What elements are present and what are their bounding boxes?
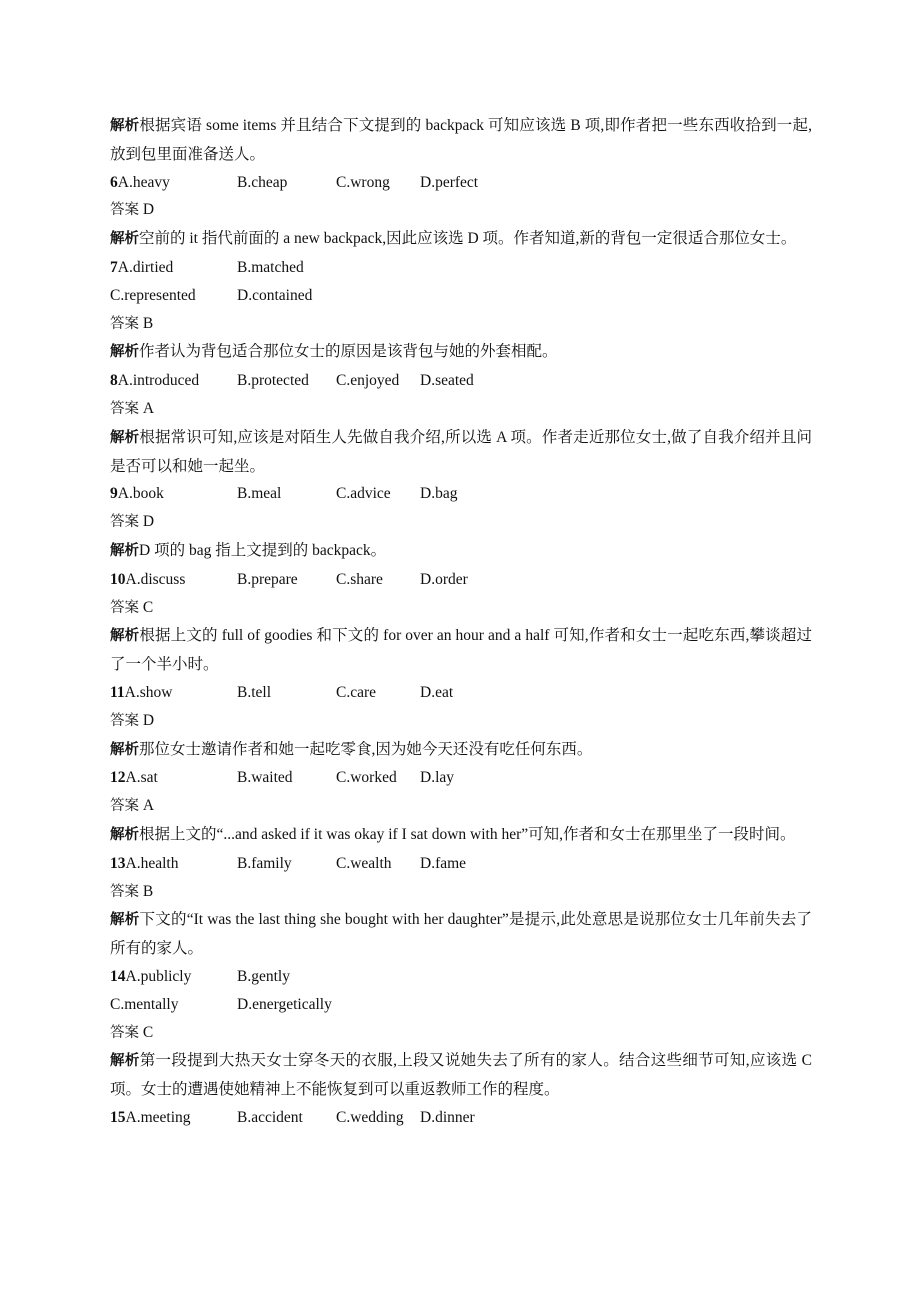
answer-line bbox=[110, 594, 812, 623]
answer-label: 答案 bbox=[110, 599, 139, 616]
explanation-text: 根据上文的 full of goodies 和下文的 for over an hour and a half 可知,作者和女士一起吃东西,攀谈超过了一个半小时。 bbox=[110, 627, 813, 674]
option-d: D.perfect bbox=[420, 173, 479, 191]
explanation bbox=[110, 338, 812, 367]
option-text: A.introduced bbox=[117, 372, 200, 390]
question-number: 10 bbox=[110, 570, 126, 588]
answer-label: 答案 bbox=[110, 202, 139, 219]
option-c: C.wrong bbox=[336, 173, 390, 191]
options-row bbox=[110, 169, 812, 197]
option-d: D.dinner bbox=[420, 1108, 475, 1126]
explanation-label: 解析 bbox=[110, 344, 139, 361]
answer-line bbox=[110, 310, 812, 339]
explanation-text: 那位女士邀请作者和她一起吃零食,因为她今天还没有吃任何东西。 bbox=[139, 740, 593, 758]
answer-value: A bbox=[142, 399, 155, 417]
explanation-label: 解析 bbox=[110, 912, 140, 929]
option-d: D.order bbox=[420, 570, 468, 588]
question-number: 8 bbox=[110, 372, 118, 390]
question-12 bbox=[110, 764, 812, 849]
question-number: 13 bbox=[110, 854, 126, 872]
explanation-intro bbox=[110, 112, 812, 169]
answer-label: 答案 bbox=[110, 514, 139, 531]
question-number: 6 bbox=[110, 173, 118, 191]
question-number: 7 bbox=[110, 258, 118, 276]
options-row bbox=[110, 367, 812, 395]
option-a bbox=[110, 169, 237, 197]
answer-value: D bbox=[142, 513, 155, 531]
option-a bbox=[110, 963, 237, 991]
question-number: 11 bbox=[110, 683, 125, 701]
option-a bbox=[110, 679, 237, 707]
explanation-label: 解析 bbox=[110, 429, 140, 446]
answer-line bbox=[110, 508, 812, 537]
explanation-text: 根据常识可知,应该是对陌生人先做自我介绍,所以选 A 项。作者走近那位女士,做了自我介绍并且问是否可以和她一起坐。 bbox=[110, 428, 813, 475]
question-15 bbox=[110, 1104, 812, 1132]
question-number: 14 bbox=[110, 967, 126, 985]
answer-label: 答案 bbox=[110, 400, 139, 417]
options-row bbox=[110, 991, 812, 1019]
answer-line bbox=[110, 196, 812, 225]
question-14 bbox=[110, 963, 812, 1104]
explanation-label: 解析 bbox=[110, 542, 139, 559]
answer-line bbox=[110, 878, 812, 907]
option-d: D.contained bbox=[237, 286, 313, 304]
option-d: D.seated bbox=[420, 372, 474, 390]
document-content bbox=[110, 112, 812, 1132]
explanation bbox=[110, 537, 812, 566]
explanation-text: 作者认为背包适合那位女士的原因是该背包与她的外套相配。 bbox=[139, 343, 558, 361]
answer-line bbox=[110, 1019, 812, 1048]
answer-label: 答案 bbox=[110, 712, 139, 729]
option-d: D.lay bbox=[420, 769, 455, 787]
options-row bbox=[110, 282, 812, 310]
option-text: A.show bbox=[124, 683, 173, 701]
options-row bbox=[110, 679, 812, 707]
answer-line bbox=[110, 395, 812, 424]
explanation-text: 根据宾语 some items 并且结合下文提到的 backpack 可知应该选 B 项,即作者把一些东西收拾到一起,放到包里面准备送人。 bbox=[110, 117, 812, 163]
option-b: B.prepare bbox=[237, 570, 298, 588]
question-9 bbox=[110, 480, 812, 565]
answer-value: A bbox=[142, 797, 155, 815]
option-b: B.accident bbox=[237, 1108, 303, 1126]
option-b: B.cheap bbox=[237, 173, 288, 191]
question-number: 15 bbox=[110, 1108, 126, 1126]
question-11 bbox=[110, 679, 812, 764]
option-b: B.waited bbox=[237, 769, 293, 787]
explanation-text: 空前的 it 指代前面的 a new backpack,因此应该选 D 项。作者知道,新的背包一定很适合那位女士。 bbox=[139, 230, 797, 248]
option-a bbox=[110, 254, 237, 282]
answer-value: B bbox=[142, 882, 154, 900]
question-number: 9 bbox=[110, 485, 118, 503]
options-row bbox=[110, 480, 812, 508]
answer-line bbox=[110, 707, 812, 736]
question-7 bbox=[110, 254, 812, 367]
option-c: C.wealth bbox=[336, 854, 392, 872]
option-b: B.matched bbox=[237, 258, 304, 276]
explanation bbox=[110, 622, 812, 679]
answer-line bbox=[110, 792, 812, 821]
explanation-label: 解析 bbox=[110, 118, 140, 134]
option-b: B.tell bbox=[237, 683, 272, 701]
answer-value: C bbox=[142, 1023, 154, 1041]
options-row bbox=[110, 566, 812, 594]
option-a bbox=[110, 764, 237, 792]
explanation bbox=[110, 906, 812, 963]
options-row bbox=[110, 1104, 812, 1132]
option-text: A.book bbox=[117, 485, 164, 503]
option-text: A.dirtied bbox=[117, 258, 174, 276]
option-text: A.heavy bbox=[117, 173, 170, 191]
answer-value: C bbox=[142, 598, 154, 616]
option-text: A.publicly bbox=[125, 967, 192, 985]
answer-value: B bbox=[142, 314, 154, 332]
answer-value: D bbox=[142, 711, 155, 729]
option-b: B.gently bbox=[237, 967, 290, 985]
explanation bbox=[110, 821, 812, 850]
question-13 bbox=[110, 850, 812, 963]
option-a bbox=[110, 850, 237, 878]
explanation-label: 解析 bbox=[110, 231, 139, 248]
explanation-label: 解析 bbox=[110, 1053, 140, 1070]
option-d: D.energetically bbox=[237, 995, 332, 1013]
options-row bbox=[110, 963, 812, 991]
option-text: A.health bbox=[125, 854, 179, 872]
question-number: 12 bbox=[110, 769, 126, 787]
option-d: D.eat bbox=[420, 683, 454, 701]
options-row bbox=[110, 764, 812, 792]
explanation bbox=[110, 225, 812, 254]
option-b: B.protected bbox=[237, 372, 309, 390]
question-6 bbox=[110, 169, 812, 254]
explanation-text: 下文的“It was the last thing she bought with her daughter”是提示,此处意思是说那位女士几年前失去了所有的家人。 bbox=[110, 911, 813, 958]
answer-label: 答案 bbox=[110, 798, 139, 815]
option-d: D.fame bbox=[420, 854, 467, 872]
answer-label: 答案 bbox=[110, 883, 139, 900]
explanation-text: D 项的 bag 指上文提到的 backpack。 bbox=[139, 541, 387, 559]
option-c: C.represented bbox=[110, 286, 196, 304]
explanation-label: 解析 bbox=[110, 628, 140, 645]
options-row bbox=[110, 850, 812, 878]
options-row bbox=[110, 254, 812, 282]
explanation-text: 根据上文的“...and asked if it was okay if I sat down with her”可知,作者和女士在那里坐了一段时间。 bbox=[139, 825, 796, 843]
answer-value: D bbox=[142, 201, 155, 219]
option-text: A.discuss bbox=[125, 570, 186, 588]
explanation bbox=[110, 736, 812, 765]
explanation bbox=[110, 424, 812, 481]
explanation-label: 解析 bbox=[110, 826, 139, 843]
explanation-text: 第一段提到大热天女士穿冬天的衣服,上段又说她失去了所有的家人。结合这些细节可知,应该选 C 项。女士的遭遇使她精神上不能恢复到可以重返教师工作的程度。 bbox=[110, 1052, 813, 1099]
question-8 bbox=[110, 367, 812, 480]
option-c: C.enjoyed bbox=[336, 372, 400, 390]
option-a bbox=[110, 367, 237, 395]
option-d: D.bag bbox=[420, 485, 458, 503]
option-a bbox=[110, 480, 237, 508]
option-b: B.meal bbox=[237, 485, 282, 503]
explanation-label: 解析 bbox=[110, 741, 139, 758]
answer-label: 答案 bbox=[110, 315, 139, 332]
option-c: C.advice bbox=[336, 485, 391, 503]
option-a bbox=[110, 566, 237, 594]
option-c: C.wedding bbox=[336, 1108, 404, 1126]
option-c: C.mentally bbox=[110, 995, 179, 1013]
question-10 bbox=[110, 566, 812, 679]
option-b: B.family bbox=[237, 854, 292, 872]
explanation bbox=[110, 1047, 812, 1104]
option-text: A.meeting bbox=[125, 1108, 191, 1126]
option-c: C.care bbox=[336, 683, 377, 701]
answer-label: 答案 bbox=[110, 1024, 139, 1041]
option-c: C.worked bbox=[336, 769, 397, 787]
option-text: A.sat bbox=[125, 769, 158, 787]
option-a bbox=[110, 1104, 237, 1132]
option-c: C.share bbox=[336, 570, 383, 588]
